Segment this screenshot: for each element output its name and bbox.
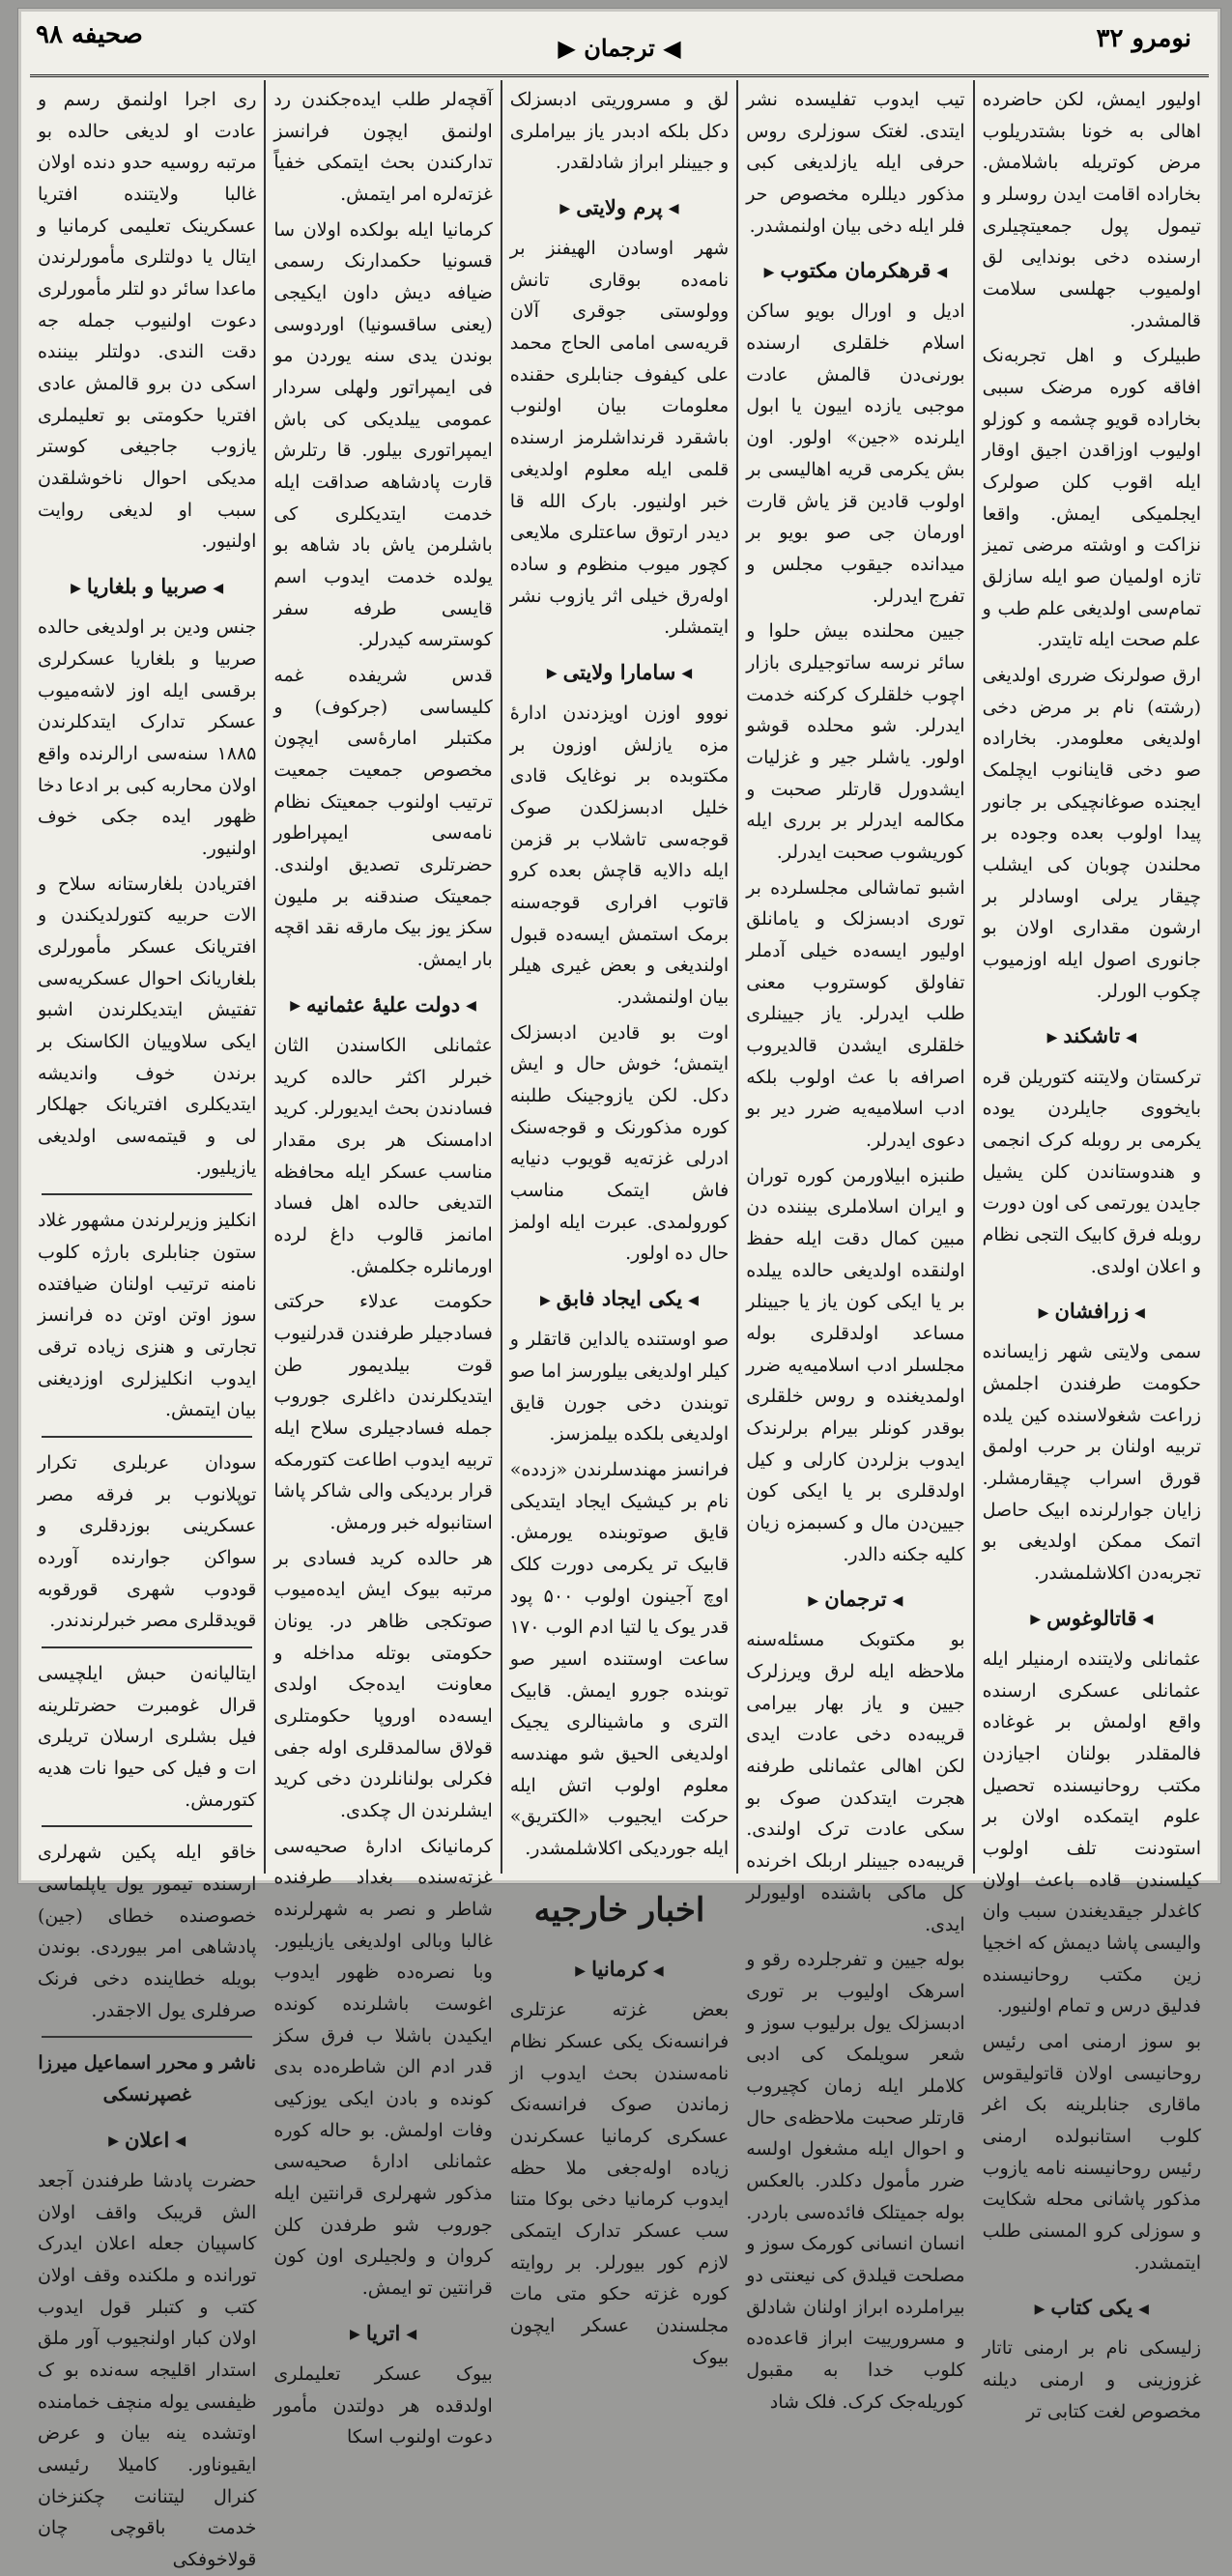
section-heading-tashkent: ◀تاشکند▶: [1046, 1023, 1136, 1048]
section-heading-crimea-letter: ◀قرهکرمان مکتوب▶: [763, 258, 948, 283]
newspaper-page: [17, 8, 1221, 2570]
column-divider: [42, 1436, 252, 1438]
column-divider: [42, 2036, 252, 2038]
section-heading-perm: ◀پرم ولایتی▶: [559, 195, 679, 220]
section-heading-katta-kurgan: ◀قاتالوغوس▶: [1030, 1605, 1154, 1630]
foreign-news-heading: اخبار خارجیه: [533, 1890, 705, 1930]
ornament-left-icon: ◀: [663, 34, 681, 62]
article-paragraph: سمی ولایتی شهر زایسانده حکومت طرفندن اجلمش زراعت شغولاسنده کین یلده تربیه اولنان بر حرب اولمق قورق اسراب چیقارمشلر. زایان جوارلرنده ابیک حاصل اتمک ممکن اولدیغی بو تجربه‌دن اکلاشلمشدر.: [982, 1341, 1201, 1585]
section-heading-germany: ◀کرمانیا▶: [575, 1957, 664, 1982]
article-paragraph: کرمانیانک ادارهٔ صحیه‌سی غزته‌سنده بغداد طرفنده شاطر و نصر به شهرلرنده غالبا وبالی اولدیغی یازیلیور. وبا نصره‌ده ظهور ایدوب اغوست باشلرنده کونده ایکیدن باشلا ب فرق سکز قدر ادم الن شاطره‌ده بدی کونده و بادن ایکی یوزکیی وفات اولمش. بو حاله کوره عثمانلی ادارهٔ صحیه‌سی مذکور شهرلری قرانتین ایله جوروب شو طرفدن کلن کروان و ولجیلری اون کون قرانتین تو ایمش.: [273, 1835, 493, 2300]
article-paragraph: فرانسز مهندسلرندن «زدده» نام بر کیشیک ایجاد ایتدیکی قایق صوتوبنده یورمش. قابیک تر یکرمی دورت کلک اوچ آجینون اولوب ۵۰۰ پود قدر یوک یا لتیا ادم الوب ۱۷۰ ساعت اوستنده اسیر صو توبنده جورو ایمش. قابیک التری و ماشینالری یجیک اولدیغی الحیق شو مهندسه معلوم اولوب اتش ایله حرکت ایجیوب «الکتریق» ایله جوردیکی اکلاشلمشدر.: [509, 1458, 730, 1859]
article-paragraph: شهر اوسادن الهیفنز بر نامه‌ده بوقاری تانش وولوستی جوقری آلان قریه‌سی امامی الحاج محمد علی کیفوف جنابلری حقنده معلومات بیان اولنوب باشقرد قرنداشلرمز ارسنده قلمی ایله معلوم اولدیغی خبر اولنیور. بارک الله قا دیدر ارتوق ساعتلری ملایعی کچور میوب منظوم و ساده اوله‌رق خیلی اثر یازوب نشر ایتمشلر.: [509, 238, 730, 639]
article-paragraph: تیب ایدوب تفلیسده نشر ایتدی. لغتک سوزلری روس حرفی ایله یازلدیغی کبی مذکور دیللره مخصوص حر فلر ایله دخی بیان اولنمشدر.: [746, 89, 965, 237]
section-heading-austria: ◀اتریا▶: [350, 2320, 417, 2345]
issue-number: نومرو ۳۲: [1096, 24, 1191, 53]
section-heading-announcement: ◀اعلان▶: [108, 2127, 186, 2152]
article-paragraph: بوله جیین و تفرجلرده رقو و اسرهک اولیوب بر توری ادبسزلک یول برلیوب سوز و شعر سویلمک کی ادبی کلاملر ایله زمان کچیروب قارتلر صحبت ملاحظه‌ی حال و احوال ایله مشغول اولسه ضرر مأمول دکلدر. بالعکس بوله جمیتلک فائده‌سی باردر. انسان انسانی کورمک سوز و مصلحت قیلدق کی نیعنتی دو بیراملرده ابراز اولنان شادلق و مسرورییت ابراز قاعده‌ده کلوب خدا به مقبول کوریله‌جک کرک. فلک شاد: [746, 1949, 965, 2413]
article-paragraph: آقچه‌لر طلب ایده‌جکندن رد اولنمق ایچون فرانسز تدارکندن بحث ایتمکی خفیاً غزته‌لره امر ایتمش.: [273, 89, 493, 206]
section-heading-ottoman: ◀دولت علیهٔ عثمانیه▶: [290, 991, 476, 1016]
article-paragraph: سودان عربلری تکرار توپلانوب بر فرقه مصر عسکرینی بوزدقلری و سواکن جوارنده آورده قودوب شهری قورقوبه قویدقلری مصر خبرلرندندر.: [37, 1451, 257, 1632]
article-paragraph: افتریادن بلغارستانه سلاح و الات حربیه کتورلدیکندن و افتریانک عسکر مأمورلری بلغاریانک احوال عسکریه‌سی تفتیش ایتدیکلرندن اشبو ایکی سلاوییان الکاسنک بر برندن خوف واندیشه ایتدیکلری افتریانک جهلکار لی و قیتمه‌سی اولدیغی یازیلیور.: [37, 873, 257, 1179]
article-paragraph: طنبزه ابیلاورمن کوره توران و ایران اسلاملری بیننده دن مبین کمال دقت ایله حفظ اولنقده اولدیغی حالده ییلده بر یا ایکی کون یاز یا جیینلر مساعد اولدقلری بوله مجلسلر ادب اسلامیه‌یه ضرر اولمدیغنده و روس خلقلری بوقدر کونلر بیرام برلرندک ایدوب بزلردن کارلی و کیل اولدقلری بر یا ایکی کون جیین‌دن مال و کسبمزه زیان کلیه جکنه دالدر.: [746, 1164, 965, 1565]
article-paragraph: ایتالیانه‌ن حبش ایلچیسی قرال غومبرت حضرتلرینه فیل بشلری ارسلان تریلری ات و فیل کی حیوا نات هدیه کتورمش.: [37, 1663, 257, 1811]
article-paragraph: ادیل و اورال بویو ساکن اسلام خلقلری ارسنده بورنی‌دن قالمش عادت موجبی یازده اییون یا ابول ایلرنده «جین» اولور. اون بش یکرمی قریه اهالیسی بر اولوب قادین قز یاش قارت اورمان جی صو بویو بر میدانده جیقوب مجلس و تفرج ایدرلر.: [746, 301, 965, 607]
columns: [30, 80, 1209, 2570]
ornament-right-icon: ▶: [558, 34, 576, 62]
article-paragraph: کرمانیا ایله بولکده اولان سا قسونیا حکمدارنک رسمی ضیافه دیش داون ایکیجی (یعنی ساقسونیا) اوردوسی بوندن یدی سنه یوردن مو فی ایمپراتور ولهلی سردار عمومی ییلدیکی کی باش ایمپراتوری بیلور. قا رتلرش قارت پادشاهه صداقت ایله خدمت ایتدیکلری کی باشلرمن یاش باد شاهه بو یولده خدمت ایدوب اسم قایسی طرفه سفر کوسترسه کیدرلر.: [273, 218, 493, 651]
column-3: [501, 80, 736, 2368]
article-paragraph: بعض غزته عزتلری فرانسه‌نک یکی عسکر نظام نامه‌سندن بحث ایدوب از زماندن صوک فرانسه‌نک عسکری کرمانیا عسکرندن زیاده اوله‌جغی ملا حظه ایدوب کرمانیا دخی بوکا متنا سب عسکر تدارک ایتمکی لازم کور بیورلر. بر روایته کوره غزته حکو متی مات مجلسندن عسکر ایچون بیوک: [509, 1999, 730, 2368]
article-paragraph: اولیور ایمش، لکن حاضرده اهالی به خونا بشتدریلوب مرض کوتریله باشلامش. بخاراده اقامت ایدن روسلر و تیمول پول جمعیتچیلری ارسنده دخی بوندایی لق اولمیوب جهلسی سلامت قالمشدر.: [982, 89, 1201, 331]
newspaper-title-text: ترجمان: [584, 34, 655, 62]
newspaper-title: [18, 34, 1220, 62]
article-paragraph: حضرت پادشا طرفندن آجعد الش قریبک واقف اولان کاسپیان جعله اعلان ایدرک تورانده و ملکنده وقف اولان کتب و کتبلر قول ایدوب اولان کبار اولنجیوب آور ملق استدار اقلیجه سه‌نده بو ک ظیفسی یوله منچف خمامنده اوتشده ینه بیان و عرض ایقیوناور. کامیلا رئیسی کنرال لیتنانت چکنزخان خدمت باقوچی چان قولاخوفکی: [37, 2169, 257, 2570]
section-heading-serbia-bulgaria: ◀صربیا و بلغاریا▶: [71, 574, 224, 599]
column-5: [30, 80, 264, 2570]
article-paragraph: بیوک عسکر تعلیملری اولدقده هر دولتدن مأمور دعوت اولنوب اسکا: [273, 2362, 493, 2448]
article-paragraph: خاقو ایله پکین شهرلری ارسنده تیمور یول یاپلماسی خصوصنده خطای (جین) پادشاهی امر بیوردی. بوندن بویله خطاینده دخی فرنک صرفلری یول الاجقدر.: [37, 1842, 257, 2021]
section-heading-new-book: ◀یکی کتاب▶: [1034, 2295, 1149, 2320]
article-paragraph: عثمانلی الکاسندن الثان خبرلر اکثر حالده کرید فسادندن بحث ایدیورلر. کرید ادامسنک هر بری مقدار مناسب عسکر ایله محافظه التدیغی حالده اهل فساد امانمز قالوب داغ لرده اورمانلره جکلمش.: [273, 1034, 493, 1277]
article-paragraph: حکومت عدلاء حرکتی فسادجیلر طرفندن قدرلنیوب قوت بیلدیمور طن ایتدیکلرندن داغلری جوروب جمله فسادجیلری سلاح ایله تربیه ایدوب اطاعت کتورمکه قرار بردیکی والی شاکر پاشا استانبوله خبر ورمش.: [273, 1291, 493, 1533]
article-paragraph: ارق صولرنک ضرری اولدیغی (رشته) نام بر مرض دخی اولدیغی معلومدر. بخاراده صو دخی قاینانوب ایچلمک ایجنده صوغانچیکی بر جانور پیدا اولوب بعده وجوده بر محلندن چوبان کی ایشلب چیقار یرلی اوسادلر بر ارشون مقداری اولان بو جانوری اصول ایله اوزمیوب چکوب الورلر.: [982, 665, 1201, 1002]
article-paragraph: طبیلرک و اهل تجربه‌نک افاقه کوره مرضک سببی بخاراده قویو چشمه و کوزلو اولیوب اوزاقدن اجیق اوقار ایله اقوب کلن صولرک ایجلمیکی ایمش. واقعا نزاکت و اوشته مرضی تمیز تازه اولمیان صو ایله سازلق تمام‌سی اولدیغی علم طب و علم صحت ایله تایتدر.: [982, 345, 1201, 651]
article-paragraph: هر حالده کرید فسادی بر مرتبه بیوک ایش ایده‌میوب صوتکجی ظاهر در. یونان حکومتی بوتله مداخله و معاونت ایده‌جک اولدی ایسه‌ده اوروپا حکومتلری قولاق سالمدقلری اوله جفی فکرلی بولنانلردن دخی کرید ایشلرندن ال چکدی.: [273, 1547, 493, 1822]
column-2: [736, 80, 972, 2413]
section-heading-tercuman: ◀ترجمان▶: [808, 1587, 903, 1612]
article-paragraph: قدس شریفده غمه کلیساسی (جرکوف) و مکتبلر امارهٔ‌سی ایچون مخصوص جمعیت جمعیت ترتیب اولنوب جمعیتک نظام نامه‌سی ایمپراطور حضرتلری تصدیق اولندی. جمعیتک صندقنه بر ملیون سکز یوز بیک مارقه نقد اقچه بار ایمش.: [273, 665, 493, 971]
article-paragraph: لق و مسروریتی ادبسزلک دکل بلکه ادبدر یاز بیراملری و جیینلر ابراز شادلقدر.: [509, 89, 730, 174]
page-number: صحیفه ۹۸: [36, 20, 143, 49]
masthead: [18, 9, 1220, 76]
article-paragraph: اوت بو قادین ادبسزلک ایتمش؛ خوش حال و ایش دکل. لکن یازوجینک طلبنه کوره مذکورنک و قوجه‌سنک ادرلی غزته‌یه قویوب دنیایه فاش ایتمک مناسب کورولمدی. عبرت ایله اولمز حال ده اولور.: [509, 1021, 730, 1265]
column-4: [264, 80, 500, 2448]
column-1: [973, 80, 1209, 2422]
article-paragraph: بو مکتوبک مسئله‌سنه ملاحظه ایله لرق ویرزلرک جیین و یاز بهار بیرامی قریبه‌ده دخی عادت ایدی لکن اهالی عثمانلی طرفنه هجرت ایتدکدن صوک بو سکی عادت ترک اولندی. قریبه‌ده جیینلر اربلک اخرنده کل ماکی باشنده اولیورلر ایدی.: [746, 1629, 965, 1935]
article-paragraph: ترکستان ولایتنه کتوریلن قره بایخووی جایلردن یوده یکرمی بر روبله کرک انجمی و هندوستاندن کلن یشیل جایدن یورتمی کی اون دورت روبله فرق کابیک التجی نظام و اعلان اولدی.: [982, 1066, 1201, 1277]
column-divider: [42, 1646, 252, 1648]
section-heading-new-invention: ◀یکی ایجاد فابق▶: [540, 1286, 699, 1311]
article-paragraph: ری اجرا اولنمق رسم و عادت او لدیغی حالده بو مرتبه روسیه حدو دنده اولان غالبا ولایتنده افتریا عسکرینک تعلیمی کرمانیا و ایتال یا دولتلری مأمورلرندن ماعدا سائر دو لتلر مأمورلری دعوت اولنیوب جمله جه دقت الندی. دولتلر بیننده اسکی دن برو قالمش عادی افتریا حکومتی بو تعلیملری یازوب جاجیغی کوستر مدیکی احوال ناخوشلقدن سبب او لدیغی روایت اولنیور.: [37, 89, 257, 553]
column-divider: [42, 1825, 252, 1827]
masthead-rule: [30, 74, 1209, 77]
article-paragraph: عثمانلی ولایتنده ارمنیلر ایله عثمانلی عسکری ارسنده واقع اولمش بر غوغاده فالمقلدر بولنان اجیازدن مکتب روحانیسنده تحصیل علوم ایتمکده اولان بر استودنت تلف اولوب کیلسندن قاده باعث اولان کاغدلر جیقدیغندن سبب وان والیسی پاشا دیمش که اخجیا زین مکتب روحانیسنده فدلیق درس و تمام اولنیور.: [982, 1647, 1201, 2018]
article-paragraph: بو سوز ارمنی امی رئیس روحانیسی اولان قاتولیقوس ماقاری جنابلرینه بک اغر کلوب استانبولده ارمنی رئیس روحانیسنه نامه یازوب مذکور پاشانی محله شکایت و سوزلی کرو المسنی طلب ایتمشدر.: [982, 2030, 1201, 2274]
publisher-signature: ناشر و محرر اسماعیل میرزا غصپرنسکی: [38, 2052, 256, 2106]
section-heading-zerafshan: ◀زرافشان▶: [1038, 1299, 1145, 1324]
article-paragraph: اشبو تماشالی مجلسلرده بر توری ادبسزلک و یامانلق اولیور ایسه‌ده خیلی آدملر تفاولق کوستروب معنی طلب ایدرلر. یاز جیینلری خلقلری ایشدن قالدیروب اصرافه با عث اولوب بلکه ادب اسلامیه‌یه ضرر دیر بو دعوی ایدرلر.: [746, 876, 965, 1151]
article-paragraph: جیین محلنده بیش حلوا و سائر نرسه ساتوجیلری بازار اچوب خلقلرک کرکنه خدمت ایدرلر. شو محلده قوشو اولور. یاشلر جیر و غزلیات ایشدورل قارتلر صحبت و مکالمه ایدرلر بر برری ایله کوریشوب صحبت ایدرلر.: [746, 620, 965, 863]
article-paragraph: زلیسکی نام بر ارمنی تاتار غزوزینی و ارمنی دیلنه مخصوص لغت کتابی تر: [982, 2337, 1201, 2422]
article-paragraph: انکلیز وزیرلرندن مشهور غلاد ستون جنابلری بارژه کلوب نامنه ترتیب اولنان ضیافتده سوز اوتن اوتن ده فرانسز تجارتی و هنزی زیاده ترقی ایدوب انکلیزلری اوزدیغنی بیان ایتمش.: [37, 1210, 257, 1421]
column-divider: [42, 1193, 252, 1195]
article-paragraph: نووو اوزن اویزدندن ادارهٔ مزه یازلش اوزون بر مکتوبده بر نوغایک قادی خلیل ادبسزلکدن صوک قوجه‌سی تاشلاب بر قزمن ایله دالایه قاچش بعده کرو قاتوب افراری قوجه‌سنه برمک استمش ایسه‌ده قبول اولندیغی و بعض غیری هیلر بیان اولنمشدر.: [509, 701, 730, 1009]
article-paragraph: صو اوستنده یالداین قاتقلر و کیلر اولدیغی بیلورسز اما صو توبندن دخی جورن قایق اولدیغی بلکده بیلمزسز.: [509, 1329, 730, 1445]
section-heading-samara: ◀سامارا ولایتی▶: [546, 659, 693, 684]
article-paragraph: جنس ودین بر اولدیغی حالده صربیا و بلغاریا عسکرلری برقسی ایله اوز لاشه‌میوب عسکر تدارک ایتدکلرندن ۱۸۸۵ سنه‌سی ارالرنده واقع اولان محاربه کبی بر ادعا دخا ظهور ایده جکی خوف اولنیور.: [37, 616, 257, 859]
